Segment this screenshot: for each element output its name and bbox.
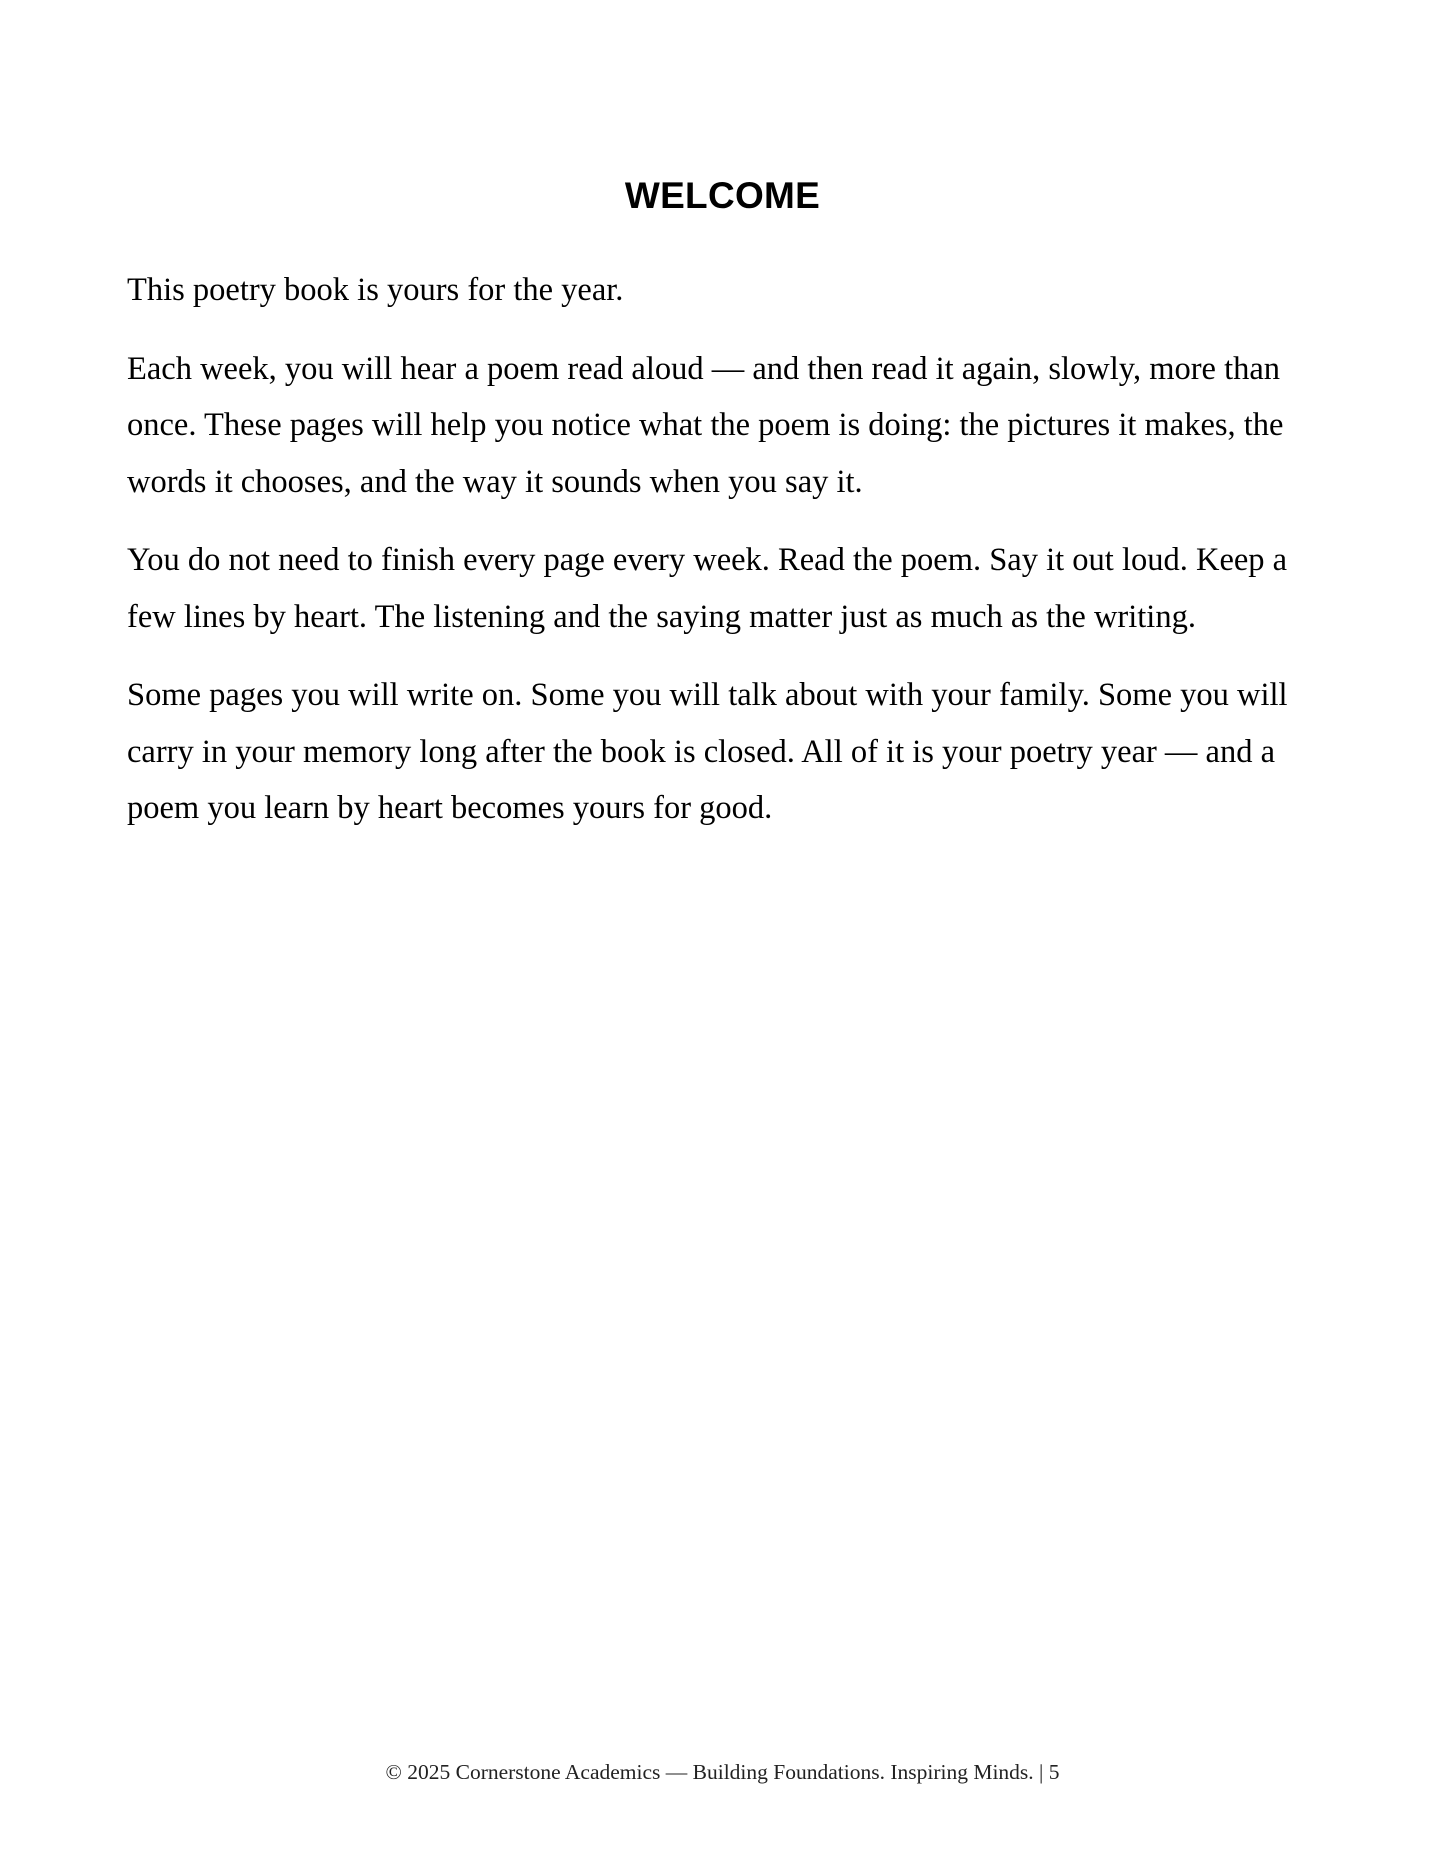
page-footer: © 2025 Cornerstone Academics — Building Foundations. Inspiring Minds. | 5 [385,1760,1060,1784]
page-title: WELCOME [624,175,821,216]
paragraph-closing: Some pages you will write on. Some you will talk about with your family. Some you will carry in your memory long after the book is closed. All of it is your poetry year — and a poem you learn by heart becomes yours for good. [127,677,1288,826]
paragraph-pacing: You do not need to finish every page every week. Read the poem. Say it out loud. Keep a few lines by heart. The listening and the saying matter just as much as the writing. [127,542,1288,635]
paragraph-intro: This poetry book is yours for the year. [127,272,624,308]
paragraph-weekly-reading: Each week, you will hear a poem read aloud — and then read it again, slowly, more than once. These pages will help you notice what the poem is doing: the pictures it makes, the words it chooses, and the way it sounds when you say it. [127,350,1284,500]
welcome-body [127,262,1337,859]
